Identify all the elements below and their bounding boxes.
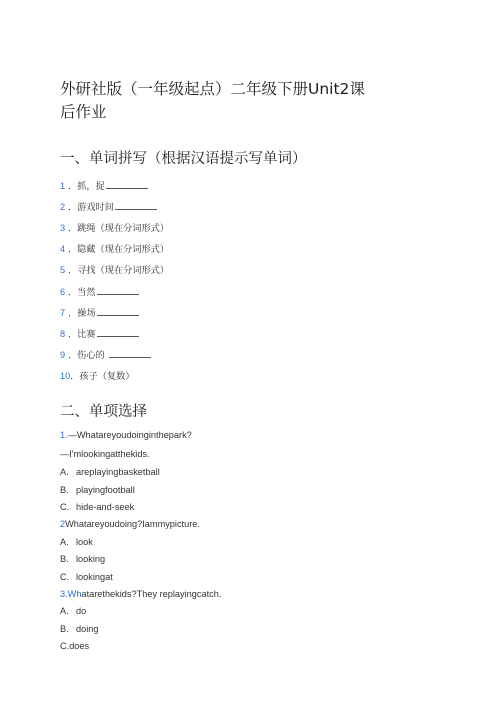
vocab-item bbox=[60, 347, 151, 361]
q1-option-b: B. playingfootball bbox=[60, 485, 135, 495]
question-1 bbox=[60, 430, 192, 440]
vocab-item-number: 4 bbox=[60, 244, 66, 254]
q3-option-c: C.does bbox=[60, 641, 90, 651]
vocab-item-number: 10 bbox=[60, 371, 71, 381]
title-line-2: 后作业 bbox=[60, 103, 107, 121]
document-title bbox=[60, 78, 365, 124]
vocab-item bbox=[60, 284, 139, 298]
vocab-item bbox=[60, 262, 169, 276]
vocab-item bbox=[60, 199, 157, 213]
answer-blank[interactable] bbox=[97, 307, 139, 316]
title-line-1: 外研社版（一年级起点）二年级下册Unit2课 bbox=[60, 80, 365, 98]
vocab-item-text: ．跳绳（现在分词形式） bbox=[68, 223, 170, 234]
vocab-item-number: 8 bbox=[60, 329, 66, 339]
vocab-item-text: ．比赛 bbox=[68, 329, 96, 340]
vocab-item-number: 1 bbox=[60, 181, 66, 191]
vocab-item bbox=[60, 326, 139, 340]
vocab-item bbox=[60, 305, 139, 319]
q1-option-a: A. areplayingbasketball bbox=[60, 467, 160, 477]
vocab-item-text: ．游戏时间 bbox=[68, 202, 114, 213]
question-1-answer: —I'mlookingatthekids. bbox=[60, 449, 150, 459]
question-2 bbox=[60, 519, 200, 529]
vocab-item-number: 5 bbox=[60, 265, 66, 275]
answer-blank[interactable] bbox=[97, 286, 139, 295]
answer-blank[interactable] bbox=[115, 201, 157, 210]
question-3-text: atarethekids?They replayingcatch. bbox=[81, 589, 222, 599]
vocab-item bbox=[60, 241, 169, 255]
vocab-item-text: ．伤心的 bbox=[68, 350, 108, 361]
vocab-item-number: 2 bbox=[60, 202, 66, 212]
question-2-number: 2 bbox=[60, 519, 66, 529]
vocab-item-number: 7 bbox=[60, 308, 66, 318]
question-1-number: 1. bbox=[60, 430, 68, 440]
question-2-text: Whatareyoudoing?Iammypicture. bbox=[65, 519, 200, 529]
vocab-item-text: ．隐藏（现在分词形式） bbox=[68, 244, 170, 255]
section-1-heading: 一、单词拼写（根据汉语提示写单词） bbox=[60, 151, 307, 167]
q2-option-c: C. lookingat bbox=[60, 572, 113, 582]
vocab-item bbox=[60, 368, 135, 382]
vocab-item-text: ．抓，捉 bbox=[68, 181, 105, 192]
vocab-item bbox=[60, 220, 169, 234]
question-3 bbox=[60, 589, 221, 599]
vocab-item bbox=[60, 178, 148, 192]
question-3-number: 3.Wh bbox=[60, 589, 82, 599]
q2-option-b: B. looking bbox=[60, 554, 106, 564]
answer-blank[interactable] bbox=[106, 180, 148, 189]
q3-option-a: A. do bbox=[60, 606, 87, 616]
question-1-text: —Whatareyoudoinginthepark? bbox=[67, 430, 192, 440]
answer-blank[interactable] bbox=[109, 349, 151, 358]
q3-option-b: B. doing bbox=[60, 624, 99, 634]
vocab-item-text: ．操场 bbox=[68, 308, 96, 319]
vocab-item-number: 6 bbox=[60, 287, 66, 297]
q2-option-a: A. look bbox=[60, 537, 93, 547]
section-2-heading: 二、单项选择 bbox=[60, 404, 147, 420]
q1-option-c: C. hide-and-seek bbox=[60, 502, 135, 512]
vocab-item-text: ．寻找（现在分词形式） bbox=[68, 265, 170, 276]
answer-blank[interactable] bbox=[97, 328, 139, 337]
vocab-item-text: ．当然 bbox=[68, 287, 96, 298]
vocab-item-number: 3 bbox=[60, 223, 66, 233]
vocab-item-number: 9 bbox=[60, 350, 66, 360]
vocab-item-text: ．孩子（复数） bbox=[70, 371, 135, 382]
